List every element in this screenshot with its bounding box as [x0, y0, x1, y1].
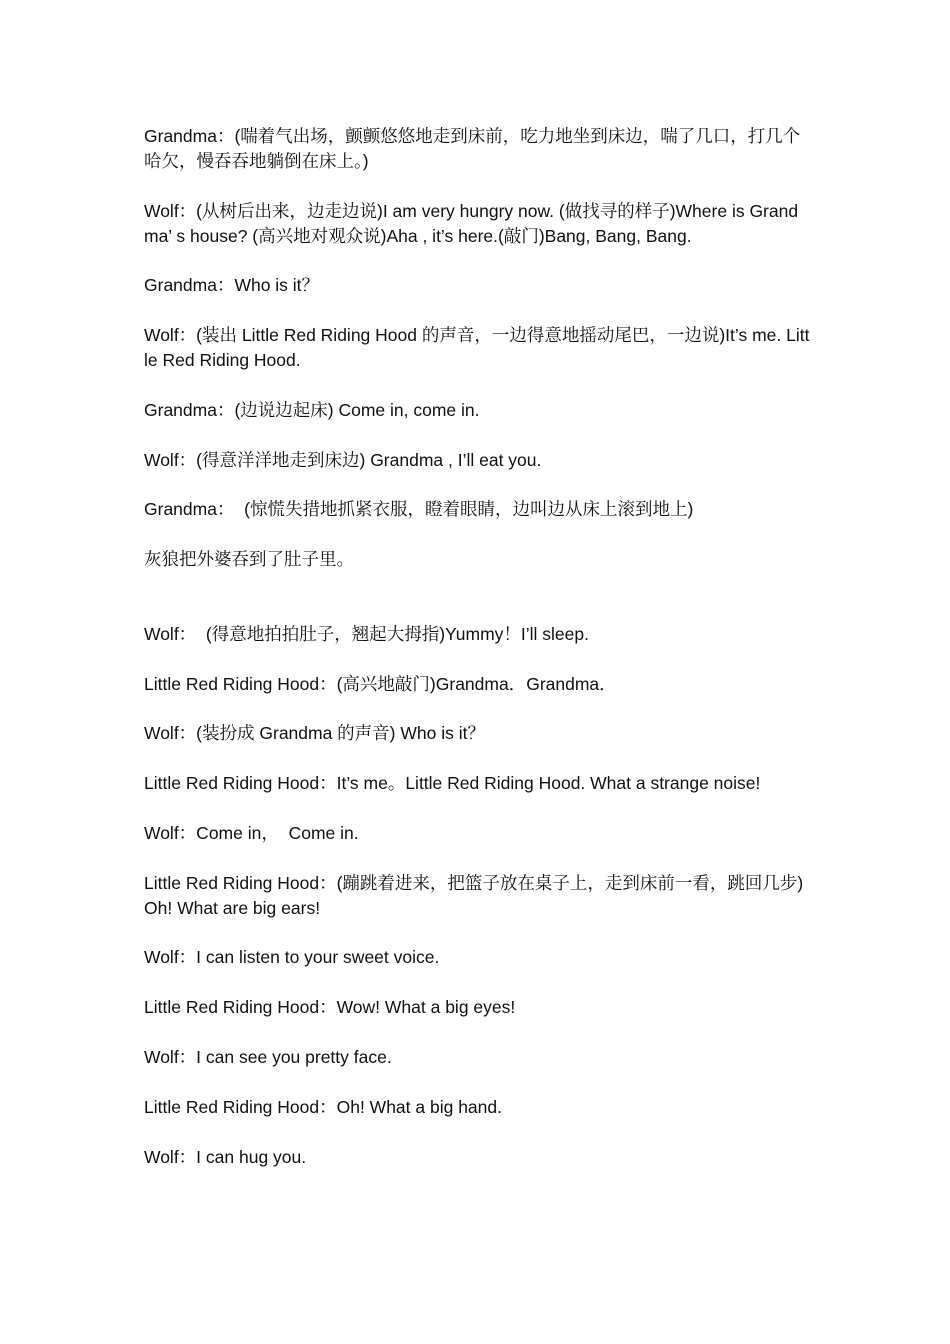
- script-line-wolf-hug: Wolf：I can hug you.: [144, 1147, 307, 1167]
- script-line-wolf-listen: Wolf：I can listen to your sweet voice.: [144, 947, 440, 967]
- script-line-wolf-arrives: Wolf：(从树后出来，边走边说)I am very hungry now. (做找寻的样子)Where is Grandma’ s house? (高兴地对观众说)Aha , it’s here.(敲门)Bang, Bang, Bang.: [144, 201, 799, 246]
- narration-line: 灰狼把外婆吞到了肚子里。: [144, 549, 354, 569]
- script-line-wolf-see: Wolf：I can see you pretty face.: [144, 1047, 392, 1067]
- script-line-wolf-come-in: Wolf：Come in， Come in.: [144, 823, 359, 843]
- script-line-wolf-yummy: Wolf： (得意地拍拍肚子，翘起大拇指)Yummy！I’ll sleep.: [144, 624, 589, 644]
- script-line-wolf-disguise: Wolf：(装出 Little Red Riding Hood 的声音，一边得意地摇动尾巴，一边说)It’s me. Little Red Riding Hood.: [144, 325, 810, 370]
- script-line-lrrh-big-eyes: Little Red Riding Hood：Wow! What a big eyes!: [144, 997, 516, 1017]
- script-line-lrrh-big-ears: Little Red Riding Hood：(蹦跳着进来，把篮子放在桌子上，走到床前一看，跳回几步)Oh! What are big ears!: [144, 873, 804, 918]
- script-line-lrrh-its-me: Little Red Riding Hood：It’s me。Little Red Riding Hood. What a strange noise!: [144, 773, 761, 793]
- script-line-grandma-enters: Grandma：(喘着气出场，颤颤悠悠地走到床前，吃力地坐到床边，喘了几口，打几个哈欠，慢吞吞地躺倒在床上。): [144, 126, 801, 171]
- script-line-grandma-come-in: Grandma：(边说边起床) Come in, come in.: [144, 400, 480, 420]
- script-line-lrrh-knocks: Little Red Riding Hood：(高兴地敲门)Grandma．Grandma．: [144, 674, 617, 694]
- script-line-wolf-eat: Wolf：(得意洋洋地走到床边) Grandma , I’ll eat you.: [144, 450, 542, 470]
- script-line-grandma-panic: Grandma： (惊慌失措地抓紧衣服，瞪着眼睛，边叫边从床上滚到地上): [144, 499, 694, 519]
- script-line-wolf-who: Wolf：(装扮成 Grandma 的声音) Who is it？: [144, 723, 485, 743]
- script-line-lrrh-big-hand: Little Red Riding Hood：Oh! What a big hand.: [144, 1097, 502, 1117]
- script-line-grandma-who: Grandma：Who is it？: [144, 275, 320, 295]
